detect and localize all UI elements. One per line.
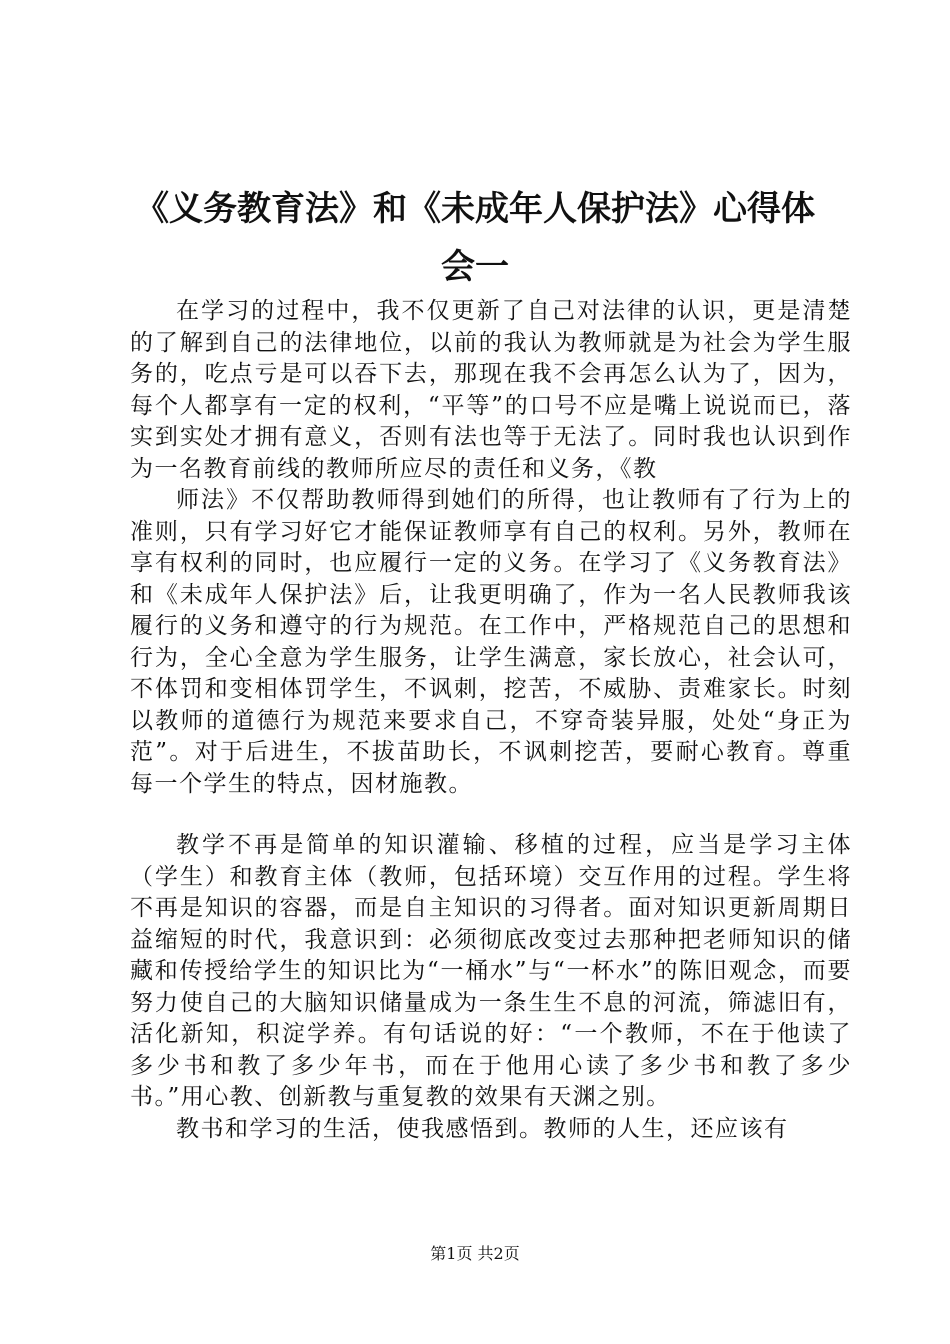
document-title: 《义务教育法》和《未成年人保护法》心得体会一 — [135, 189, 815, 287]
page-footer: 第1页 共2页 — [430, 1244, 520, 1263]
paragraph-1: 在学习的过程中，我不仅更新了自己对法律的认识，更是清楚的了解到自己的法律地位，以前的我认为教师就是为社会为学生服务的，吃点亏是可以吞下去，那现在我不会再怎么认为了，因为，每个人都享有一定的权利，“平等”的口号不应是嘴上说说而已，落实到实处才拥有意义，否则有法也等于无法了。同时我也认识到作为一名教育前线的教师所应尽的责任和义务，《教 — [130, 298, 852, 482]
paragraph-3: 教学不再是简单的知识灌输、移植的过程，应当是学习主体（学生）和教育主体（教师，包括环境）交互作用的过程。学生将不再是知识的容器，而是自主知识的习得者。面对知识更新周期日益缩短的时代，我意识到：必须彻底改变过去那种把老师知识的储藏和传授给学生的知识比为“一桶水”与“一杯水”的陈旧观念，而要努力使自己的大脑知识储量成为一条生生不息的河流，筛滤旧有，活化新知，积淀学养。有句话说的好：“一个教师，不在于他读了多少书和教了多少年书，而在于他用心读了多少书和教了多少书。”用心教、创新教与重复教的效果有天渊之别。 — [130, 832, 852, 1110]
document-body — [130, 296, 852, 1145]
paragraph-4: 教书和学习的生活，使我感悟到。教师的人生，还应该有 — [176, 1115, 789, 1142]
paragraph-2: 师法》不仅帮助教师得到她们的所得，也让教师有了行为上的准则，只有学习好它才能保证教师享有自己的权利。另外，教师在享有权利的同时，也应履行一定的义务。在学习了《义务教育法》和《未成年人保护法》后，让我更明确了，作为一名人民教师我该履行的义务和遵守的行为规范。在工作中，严格规范自己的思想和行为，全心全意为学生服务，让学生满意，家长放心，社会认可，不体罚和变相体罚学生，不讽刺，挖苦，不威胁、责难家长。时刻以教师的道德行为规范来要求自己，不穿奇装异服，处处“身正为范”。对于后进生，不拔苗助长，不讽刺挖苦，要耐心教育。尊重每一个学生的特点，因材施教。 — [130, 487, 852, 797]
